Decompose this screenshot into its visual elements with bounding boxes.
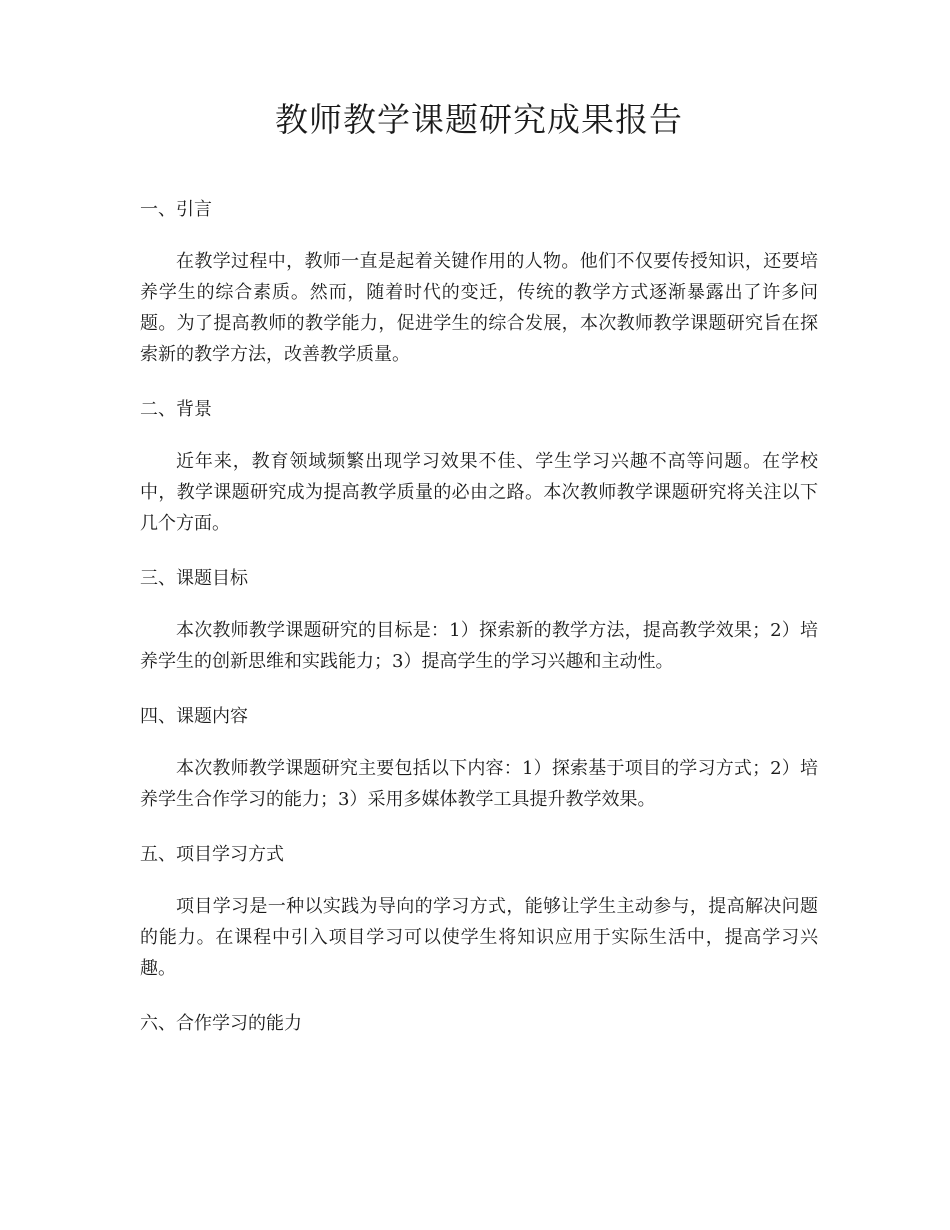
section-cooperative-learning xyxy=(140,1010,818,1038)
section-background xyxy=(140,396,818,539)
section-introduction xyxy=(140,196,818,370)
section-heading: 五、项目学习方式 xyxy=(140,844,284,865)
section-heading: 三、课题目标 xyxy=(140,568,248,589)
document-body xyxy=(140,98,818,1060)
section-content xyxy=(140,703,818,815)
section-heading: 六、合作学习的能力 xyxy=(140,1013,302,1034)
section-goals xyxy=(140,565,818,677)
section-paragraph: 近年来，教育领域频繁出现学习效果不佳、学生学习兴趣不高等问题。在学校中，教学课题研究成为提高教学质量的必由之路。本次教师教学课题研究将关注以下几个方面。 xyxy=(140,451,818,534)
section-paragraph: 项目学习是一种以实践为导向的学习方式，能够让学生主动参与，提高解决问题的能力。在课程中引入项目学习可以使学生将知识应用于实际生活中，提高学习兴趣。 xyxy=(140,896,818,979)
document-title: 教师教学课题研究成果报告 xyxy=(275,100,683,139)
section-heading: 一、引言 xyxy=(140,199,212,220)
section-paragraph: 在教学过程中，教师一直是起着关键作用的人物。他们不仅要传授知识，还要培养学生的综合素质。然而，随着时代的变迁，传统的教学方式逐渐暴露出了许多问题。为了提高教师的教学能力，促进学生的综合发展，本次教师教学课题研究旨在探索新的教学方法，改善教学质量。 xyxy=(140,251,818,365)
section-heading: 二、背景 xyxy=(140,399,212,420)
section-project-learning xyxy=(140,841,818,984)
section-paragraph: 本次教师教学课题研究主要包括以下内容：1）探索基于项目的学习方式；2）培养学生合作学习的能力；3）采用多媒体教学工具提升教学效果。 xyxy=(140,758,818,810)
section-heading: 四、课题内容 xyxy=(140,706,248,727)
section-paragraph: 本次教师教学课题研究的目标是：1）探索新的教学方法，提高教学效果；2）培养学生的创新思维和实践能力；3）提高学生的学习兴趣和主动性。 xyxy=(140,620,818,672)
